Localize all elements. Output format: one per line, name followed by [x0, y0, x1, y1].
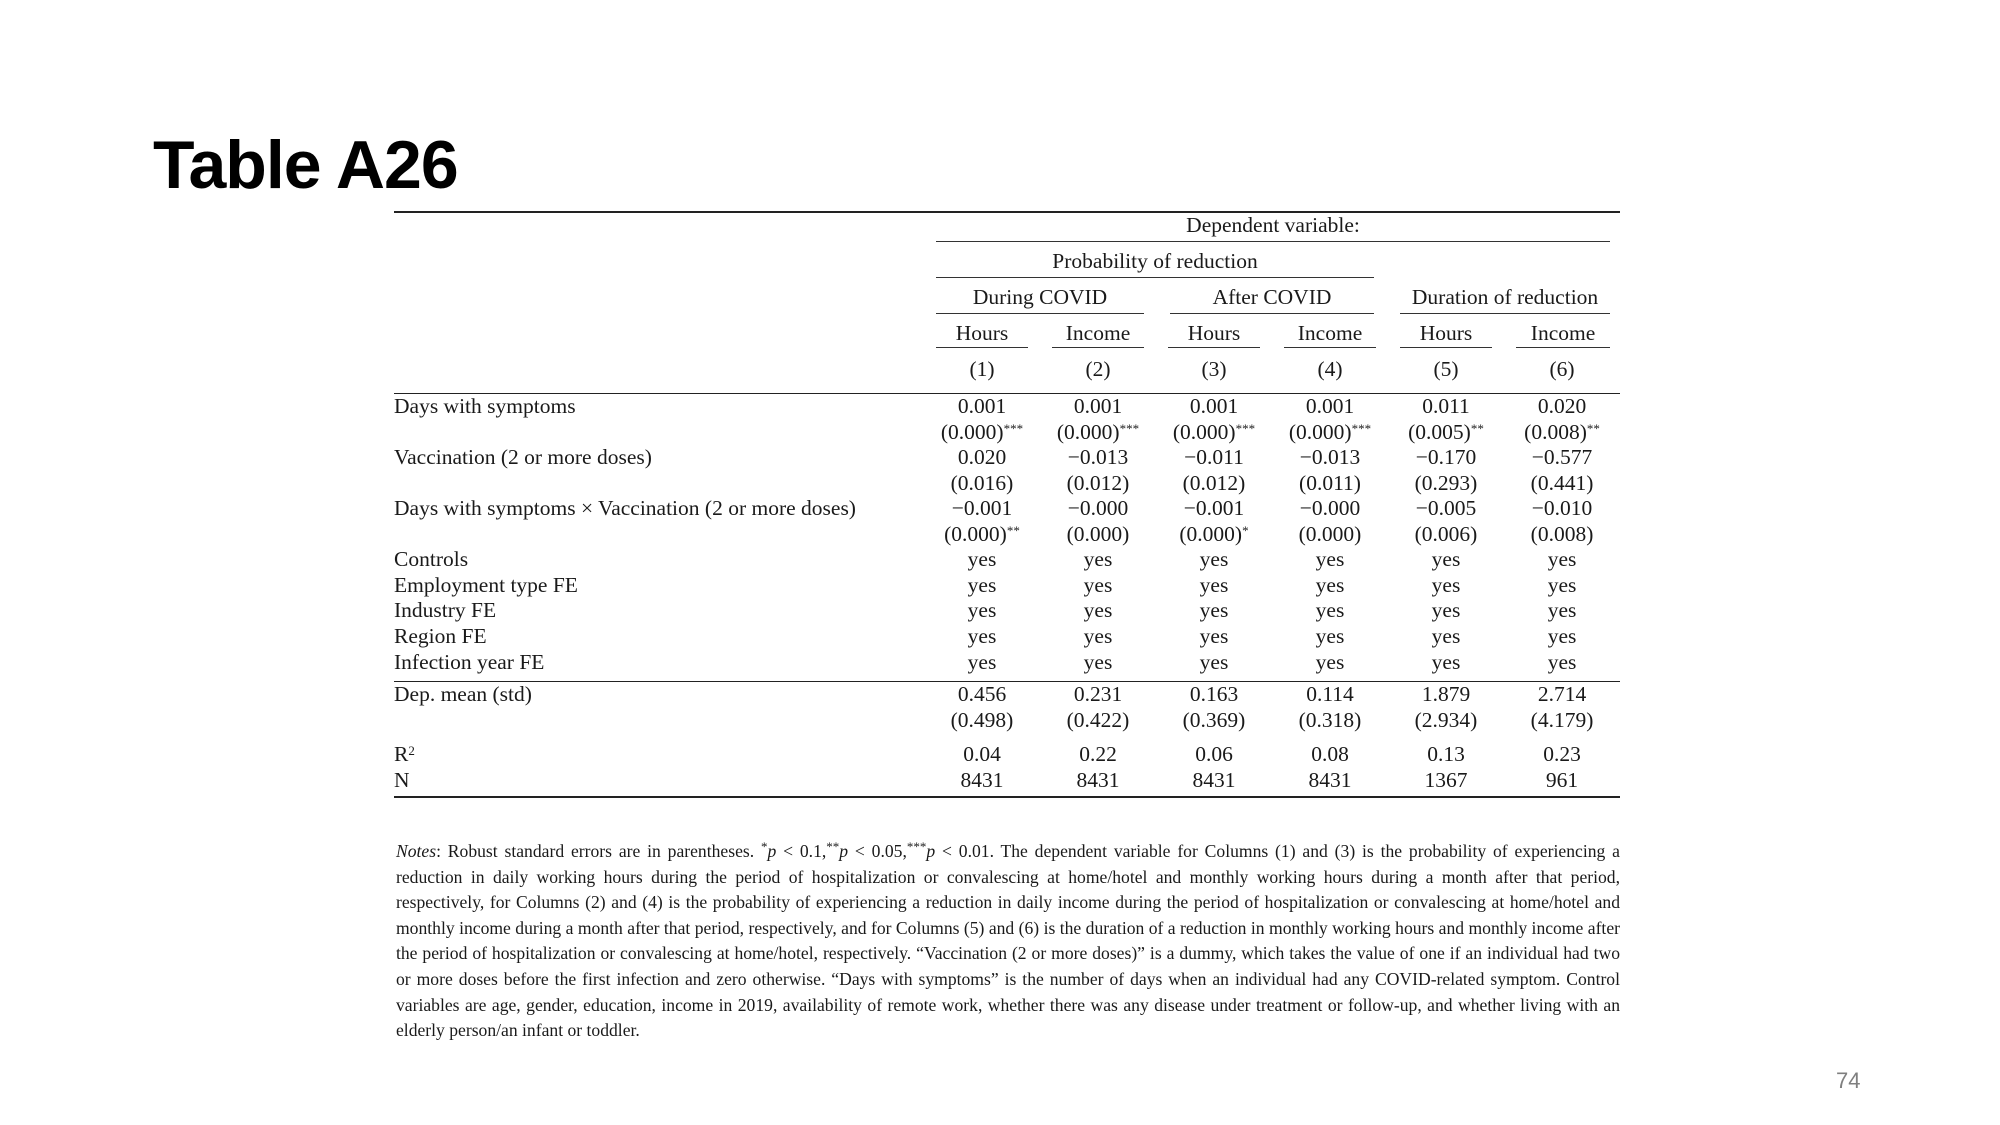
header-dependent-variable: Dependent variable:: [936, 213, 1610, 242]
se-cell: (0.000)***: [1056, 419, 1140, 444]
dep-std-cell: (2.934): [1414, 707, 1478, 732]
row-label-infection-year-fe: Infection year FE: [394, 649, 545, 674]
header-sub-2: Income: [1052, 321, 1144, 348]
row-label-vaccination: Vaccination (2 or more doses): [394, 445, 652, 469]
yes-cell: yes: [1199, 598, 1229, 623]
row-r-squared: [394, 738, 1620, 768]
n-cell: 8431: [1076, 767, 1120, 792]
header-row-colnums: [394, 357, 1620, 394]
row-label-interaction: Days with symptoms × Vaccination (2 or more doses): [394, 496, 856, 520]
col-number-2: (2): [1085, 357, 1111, 381]
yes-cell: yes: [967, 598, 997, 623]
yes-cell: yes: [1431, 547, 1461, 571]
coef-cell: −0.011: [1184, 445, 1244, 469]
yes-cell: yes: [967, 624, 997, 649]
yes-cell: yes: [1315, 572, 1345, 597]
row-label-employment-fe: Employment type FE: [394, 572, 578, 597]
n-cell: 961: [1545, 767, 1579, 792]
yes-cell: yes: [1199, 649, 1229, 674]
row-vacc-se: [394, 471, 1620, 497]
coef-cell: −0.170: [1415, 445, 1477, 469]
yes-cell: yes: [1083, 547, 1113, 571]
n-cell: 1367: [1424, 767, 1468, 792]
coef-cell: 0.001: [1156, 394, 1272, 420]
yes-cell: yes: [1431, 624, 1461, 649]
header-row-outcome: [394, 249, 1620, 285]
regression-table: [394, 211, 1620, 798]
dep-std-cell: (4.179): [1530, 707, 1594, 732]
yes-cell: yes: [1083, 572, 1113, 597]
yes-cell: yes: [1431, 649, 1461, 674]
coef-cell: 0.011: [1388, 394, 1504, 420]
col-number-5: (5): [1433, 357, 1459, 381]
header-during-covid: During COVID: [936, 285, 1144, 314]
se-cell: (0.293): [1414, 470, 1478, 495]
se-cell: (0.006): [1414, 521, 1478, 546]
page-number: 74: [1836, 1068, 1861, 1093]
yes-cell: yes: [1431, 572, 1461, 597]
coef-cell: 0.001: [924, 394, 1040, 420]
n-cell: 8431: [1192, 767, 1236, 792]
coef-cell: −0.577: [1531, 445, 1593, 469]
row-label-dep-mean: Dep. mean (std): [394, 682, 924, 708]
row-days-se: [394, 420, 1620, 446]
se-cell: (0.008): [1530, 521, 1594, 546]
row-dep-std: [394, 708, 1620, 739]
regression-table-grid: [394, 211, 1620, 798]
coef-cell: 0.020: [1504, 394, 1620, 420]
yes-cell: yes: [1547, 649, 1577, 674]
se-cell: (0.005)**: [1408, 419, 1484, 444]
col-number-1: (1): [969, 357, 995, 381]
dep-std-cell: (0.318): [1298, 707, 1362, 732]
yes-cell: yes: [1199, 547, 1229, 571]
coef-cell: −0.013: [1299, 445, 1361, 469]
header-row-measure: [394, 321, 1620, 357]
row-label-r-squared: $R^2$: [394, 742, 415, 767]
dep-mean-cell: 1.879: [1388, 682, 1504, 708]
row-infection-year-fe: [394, 650, 1620, 682]
row-inter-se: [394, 522, 1620, 548]
header-sub-5: Hours: [1400, 321, 1492, 348]
dep-std-cell: (0.422): [1066, 707, 1130, 732]
yes-cell: yes: [1083, 624, 1113, 649]
yes-cell: yes: [1199, 624, 1229, 649]
yes-cell: yes: [1315, 547, 1345, 571]
se-cell: (0.441): [1530, 470, 1594, 495]
row-dep-mean: [394, 682, 1620, 708]
yes-cell: yes: [1315, 624, 1345, 649]
se-cell: (0.000): [1066, 521, 1130, 546]
dep-mean-cell: 0.231: [1040, 682, 1156, 708]
header-duration: Duration of reduction: [1400, 285, 1610, 314]
se-cell: (0.008)**: [1524, 419, 1600, 444]
coef-cell: −0.000: [1067, 496, 1129, 520]
header-sub-1: Hours: [936, 321, 1028, 348]
yes-cell: yes: [1083, 649, 1113, 674]
row-employment-fe: [394, 573, 1620, 599]
n-cell: 8431: [1308, 767, 1352, 792]
dep-std-cell: (0.498): [950, 707, 1014, 732]
col-number-6: (6): [1549, 357, 1575, 381]
row-controls: [394, 547, 1620, 573]
se-cell: (0.000)***: [1172, 419, 1256, 444]
table-notes: Notes: Robust standard errors are in parentheses. *p < 0.1,**p < 0.05,***p < 0.01. The dependent variable for Columns (1) and (3) is the probability of experiencing a reduction in daily working hours during the period of hospitalization or convalescing at home/hotel and monthly working hours during a month after that period, respectively, for Columns (2) and (4) is the probability of experiencing a reduction in daily income during the period of hospitalization or convalescing at home/hotel and monthly income during a month after that period, respectively, and for Columns (5) and (6) is the duration of a reduction in monthly working hours and monthly income after the period of hospitalization or convalescing at home/hotel, respectively. “Vaccination (2 or more doses)” is a dummy, which takes the value of one if an individual had two or more doses before the first infection and zero otherwise. “Days with symptoms” is the number of days when an individual had any COVID-related symptom. Control variables are age, gender, education, income in 2019, availability of remote work, whether there was any disease under treatment or follow-up, and whether living with an elderly person/an infant or toddler.: [396, 839, 1620, 1041]
col-number-3: (3): [1201, 357, 1227, 381]
coef-cell: −0.013: [1067, 445, 1129, 469]
se-cell: (0.000)*: [1179, 521, 1249, 546]
slide-title: Table A26: [153, 127, 458, 203]
yes-cell: yes: [1547, 598, 1577, 623]
se-cell: (0.011): [1299, 470, 1361, 495]
header-row-period: [394, 285, 1620, 321]
yes-cell: yes: [1315, 649, 1345, 674]
header-sub-6: Income: [1516, 321, 1610, 348]
header-sub-3: Hours: [1168, 321, 1260, 348]
row-days-coef: [394, 394, 1620, 420]
dep-mean-cell: 0.163: [1156, 682, 1272, 708]
se-cell: (0.012): [1066, 470, 1130, 495]
row-industry-fe: [394, 598, 1620, 624]
se-cell: (0.000): [1298, 521, 1362, 546]
r2-cell: 0.06: [1195, 742, 1233, 767]
yes-cell: yes: [1083, 598, 1113, 623]
se-cell: (0.000)**: [944, 521, 1020, 546]
yes-cell: yes: [1547, 624, 1577, 649]
coef-cell: −0.000: [1299, 496, 1361, 520]
r2-cell: 0.04: [963, 742, 1001, 767]
row-label-n: N: [394, 767, 410, 792]
se-cell: (0.012): [1182, 470, 1246, 495]
coef-cell: −0.001: [1183, 496, 1245, 520]
coef-cell: 0.001: [1272, 394, 1388, 420]
se-cell: (0.000)***: [940, 419, 1024, 444]
row-label-days: Days with symptoms: [394, 394, 924, 420]
n-cell: 8431: [960, 767, 1004, 792]
r2-cell: 0.22: [1079, 742, 1117, 767]
row-inter-coef: [394, 496, 1620, 522]
dep-mean-cell: 2.714: [1504, 682, 1620, 708]
coef-cell: 0.020: [957, 445, 1007, 469]
header-probability: Probability of reduction: [936, 249, 1374, 278]
yes-cell: yes: [1547, 572, 1577, 597]
yes-cell: yes: [1547, 547, 1577, 571]
row-n: [394, 768, 1620, 798]
yes-cell: yes: [967, 572, 997, 597]
dep-mean-cell: 0.114: [1272, 682, 1388, 708]
row-label-region-fe: Region FE: [394, 624, 487, 649]
header-row-dependent: [394, 212, 1620, 249]
coef-cell: −0.001: [951, 496, 1013, 520]
header-sub-4: Income: [1284, 321, 1376, 348]
coef-cell: −0.005: [1415, 496, 1477, 520]
dep-mean-cell: 0.456: [924, 682, 1040, 708]
yes-cell: yes: [1315, 598, 1345, 623]
yes-cell: yes: [967, 649, 997, 674]
yes-cell: yes: [967, 547, 997, 571]
r2-cell: 0.13: [1427, 742, 1465, 767]
coef-cell: 0.001: [1040, 394, 1156, 420]
header-after-covid: After COVID: [1170, 285, 1374, 314]
dep-std-cell: (0.369): [1182, 707, 1246, 732]
col-number-4: (4): [1317, 357, 1343, 381]
r2-cell: 0.08: [1311, 742, 1349, 767]
row-region-fe: [394, 624, 1620, 650]
yes-cell: yes: [1431, 598, 1461, 623]
coef-cell: −0.010: [1531, 496, 1593, 520]
se-cell: (0.000)***: [1288, 419, 1372, 444]
row-label-industry-fe: Industry FE: [394, 598, 497, 623]
row-vacc-coef: [394, 445, 1620, 471]
se-cell: (0.016): [950, 470, 1014, 495]
yes-cell: yes: [1199, 572, 1229, 597]
r2-cell: 0.23: [1543, 742, 1581, 767]
row-label-controls: Controls: [394, 547, 469, 571]
